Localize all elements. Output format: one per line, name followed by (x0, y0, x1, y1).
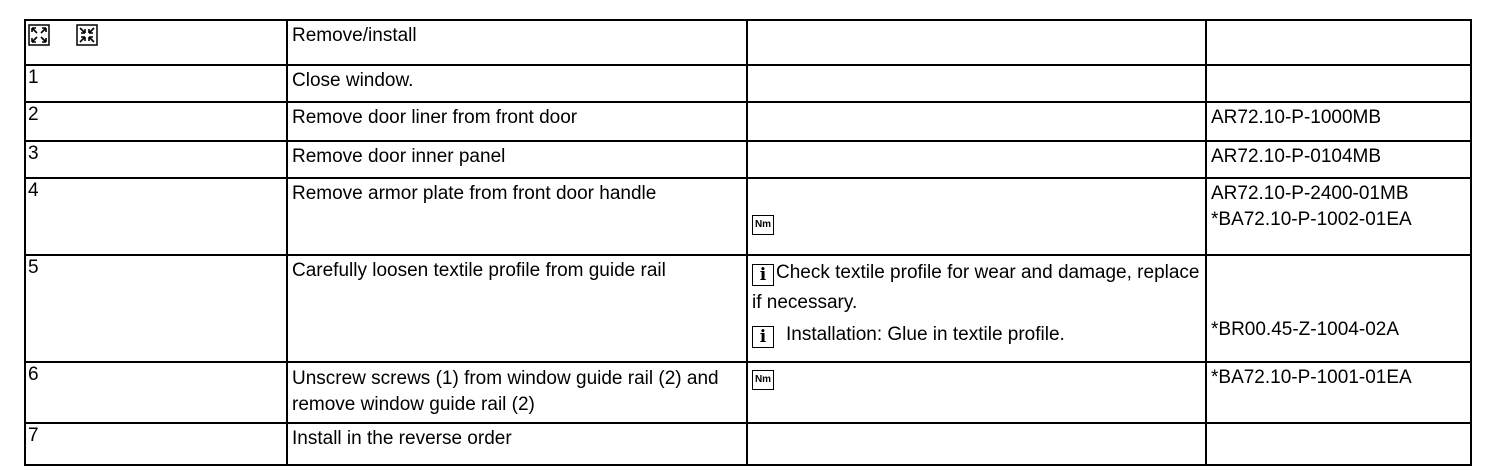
step-text: Unscrew screws (1) from window guide rail (2) and remove window guide rail (2) (287, 362, 747, 423)
refs-cell (1206, 255, 1471, 362)
step-text: Install in the reverse order (287, 423, 747, 465)
notes-cell (747, 65, 1206, 102)
collapse-icon[interactable] (76, 24, 98, 46)
info-icon[interactable]: i (752, 264, 774, 286)
step-text: Remove armor plate from front door handle (287, 178, 747, 255)
note-line (752, 320, 1201, 350)
reference-link[interactable]: AR72.10-P-0104MB (1206, 141, 1471, 178)
step-number: 1 (25, 65, 287, 102)
table-row (25, 102, 1471, 141)
refs-cell (1206, 178, 1471, 255)
notes-cell (747, 255, 1206, 362)
step-text: Carefully loosen textile profile from guide rail (287, 255, 747, 362)
step-number: 5 (25, 255, 287, 362)
table-header-row (25, 20, 1471, 65)
procedure-table (24, 19, 1472, 466)
reference-link[interactable]: *BA72.10-P-1002-01EA (1211, 209, 1412, 230)
torque-nm-icon[interactable]: Nm (752, 370, 774, 390)
step-number: 7 (25, 423, 287, 465)
step-number: 3 (25, 141, 287, 178)
header-title: Remove/install (287, 20, 747, 65)
expand-icon[interactable] (28, 24, 50, 46)
refs-cell (1206, 65, 1471, 102)
notes-cell (747, 102, 1206, 141)
table-row (25, 423, 1471, 465)
reference-link[interactable]: *BR00.45-Z-1004-02A (1211, 319, 1399, 340)
header-refs-cell (1206, 20, 1471, 65)
note-text: Installation: Glue in textile profile. (786, 324, 1065, 345)
reference-link[interactable]: AR72.10-P-2400-01MB (1211, 183, 1409, 204)
refs-cell (1206, 423, 1471, 465)
table-row (25, 65, 1471, 102)
reference-link[interactable]: *BA72.10-P-1001-01EA (1206, 362, 1471, 423)
notes-cell (747, 362, 1206, 423)
note-text: Check textile profile for wear and damage, replace if necessary. (752, 262, 1200, 313)
step-number: 2 (25, 102, 287, 141)
header-notes-cell (747, 20, 1206, 65)
step-text: Remove door liner from front door (287, 102, 747, 141)
header-icons-cell (25, 20, 287, 65)
info-icon[interactable]: i (752, 326, 774, 348)
step-number: 4 (25, 178, 287, 255)
notes-cell (747, 141, 1206, 178)
table-row (25, 255, 1471, 362)
step-number: 6 (25, 362, 287, 423)
torque-nm-icon[interactable]: Nm (752, 215, 774, 235)
note-line (752, 258, 1201, 318)
table-row (25, 362, 1471, 423)
reference-link[interactable]: AR72.10-P-1000MB (1206, 102, 1471, 141)
notes-cell (747, 178, 1206, 255)
table-row (25, 141, 1471, 178)
table-row (25, 178, 1471, 255)
step-text: Close window. (287, 65, 747, 102)
notes-cell (747, 423, 1206, 465)
step-text: Remove door inner panel (287, 141, 747, 178)
